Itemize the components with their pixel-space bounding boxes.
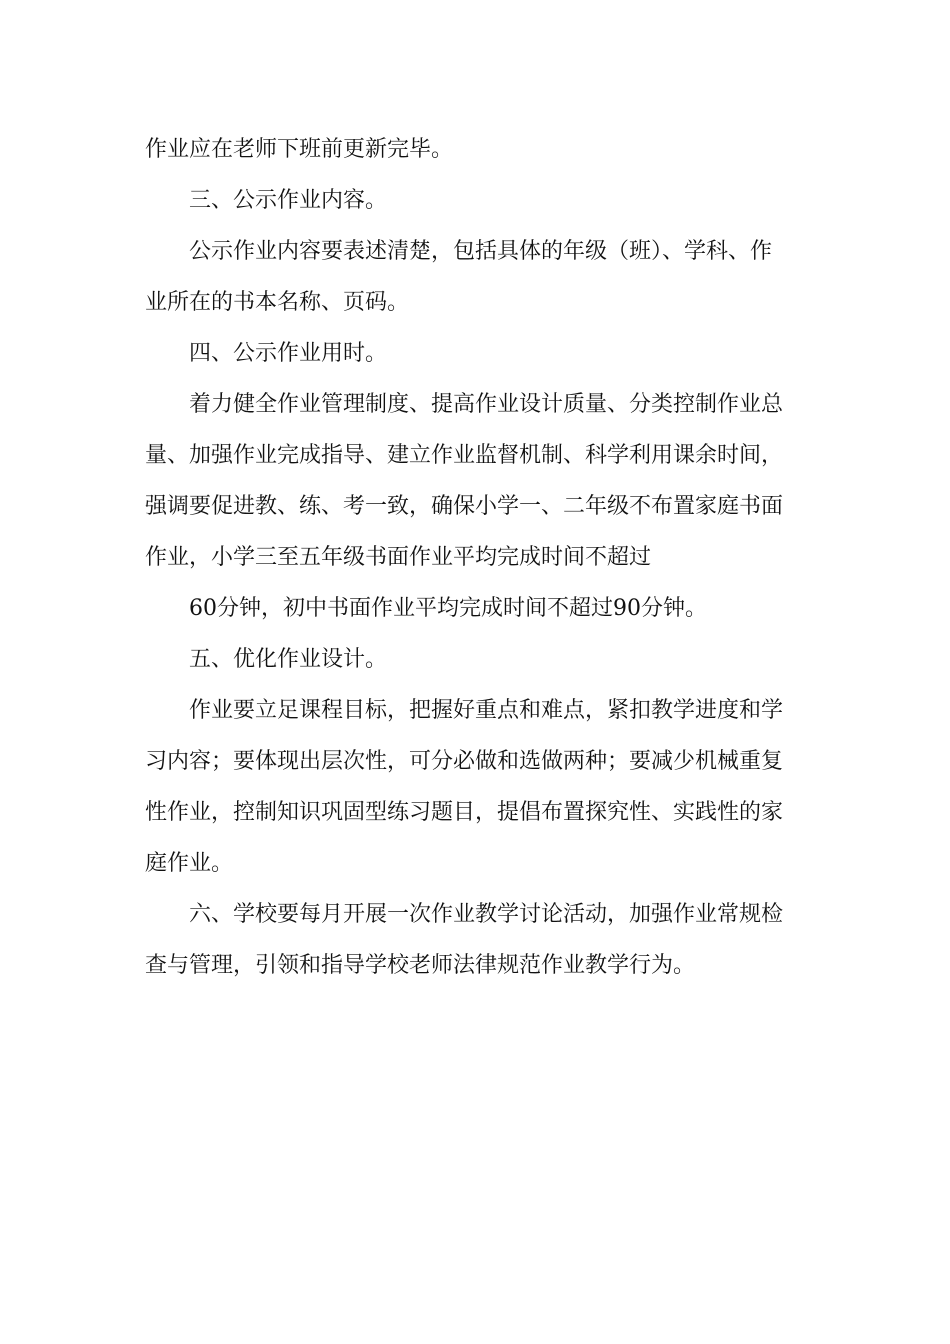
body-line: 作业，小学三至五年级书面作业平均完成时间不超过 (145, 545, 652, 570)
section-heading: 六、学校要每月开展一次作业教学讨论活动，加强作业常规检 (189, 902, 784, 927)
body-line: 公示作业内容要表述清楚，包括具体的年级（班）、学科、作 (189, 239, 773, 264)
body-line: 作业应在老师下班前更新完毕。 (145, 137, 454, 162)
body-line: 业所在的书本名称、页码。 (145, 290, 410, 315)
document-body (145, 124, 808, 991)
body-line: 作业要立足课程目标，把握好重点和难点，紧扣教学进度和学 (189, 698, 784, 723)
body-line: 量、加强作业完成指导、建立作业监督机制、科学利用课余时间， (145, 443, 784, 468)
section-heading: 五、优化作业设计。 (189, 647, 388, 672)
section-heading: 四、公示作业用时。 (189, 341, 388, 366)
body-line: 庭作业。 (145, 851, 234, 876)
section-heading: 三、公示作业内容。 (189, 188, 388, 213)
body-line: 60分钟，初中书面作业平均完成时间不超过90分钟。 (189, 596, 707, 621)
body-line: 强调要促进教、练、考一致，确保小学一、二年级不布置家庭书面 (145, 494, 784, 519)
body-line: 查与管理，引领和指导学校老师法律规范作业教学行为。 (145, 953, 696, 978)
body-line: 着力健全作业管理制度、提高作业设计质量、分类控制作业总 (189, 392, 784, 417)
body-line: 性作业，控制知识巩固型练习题目，提倡布置探究性、实践性的家 (145, 800, 784, 825)
body-line: 习内容；要体现出层次性，可分必做和选做两种；要减少机械重复 (145, 749, 784, 774)
